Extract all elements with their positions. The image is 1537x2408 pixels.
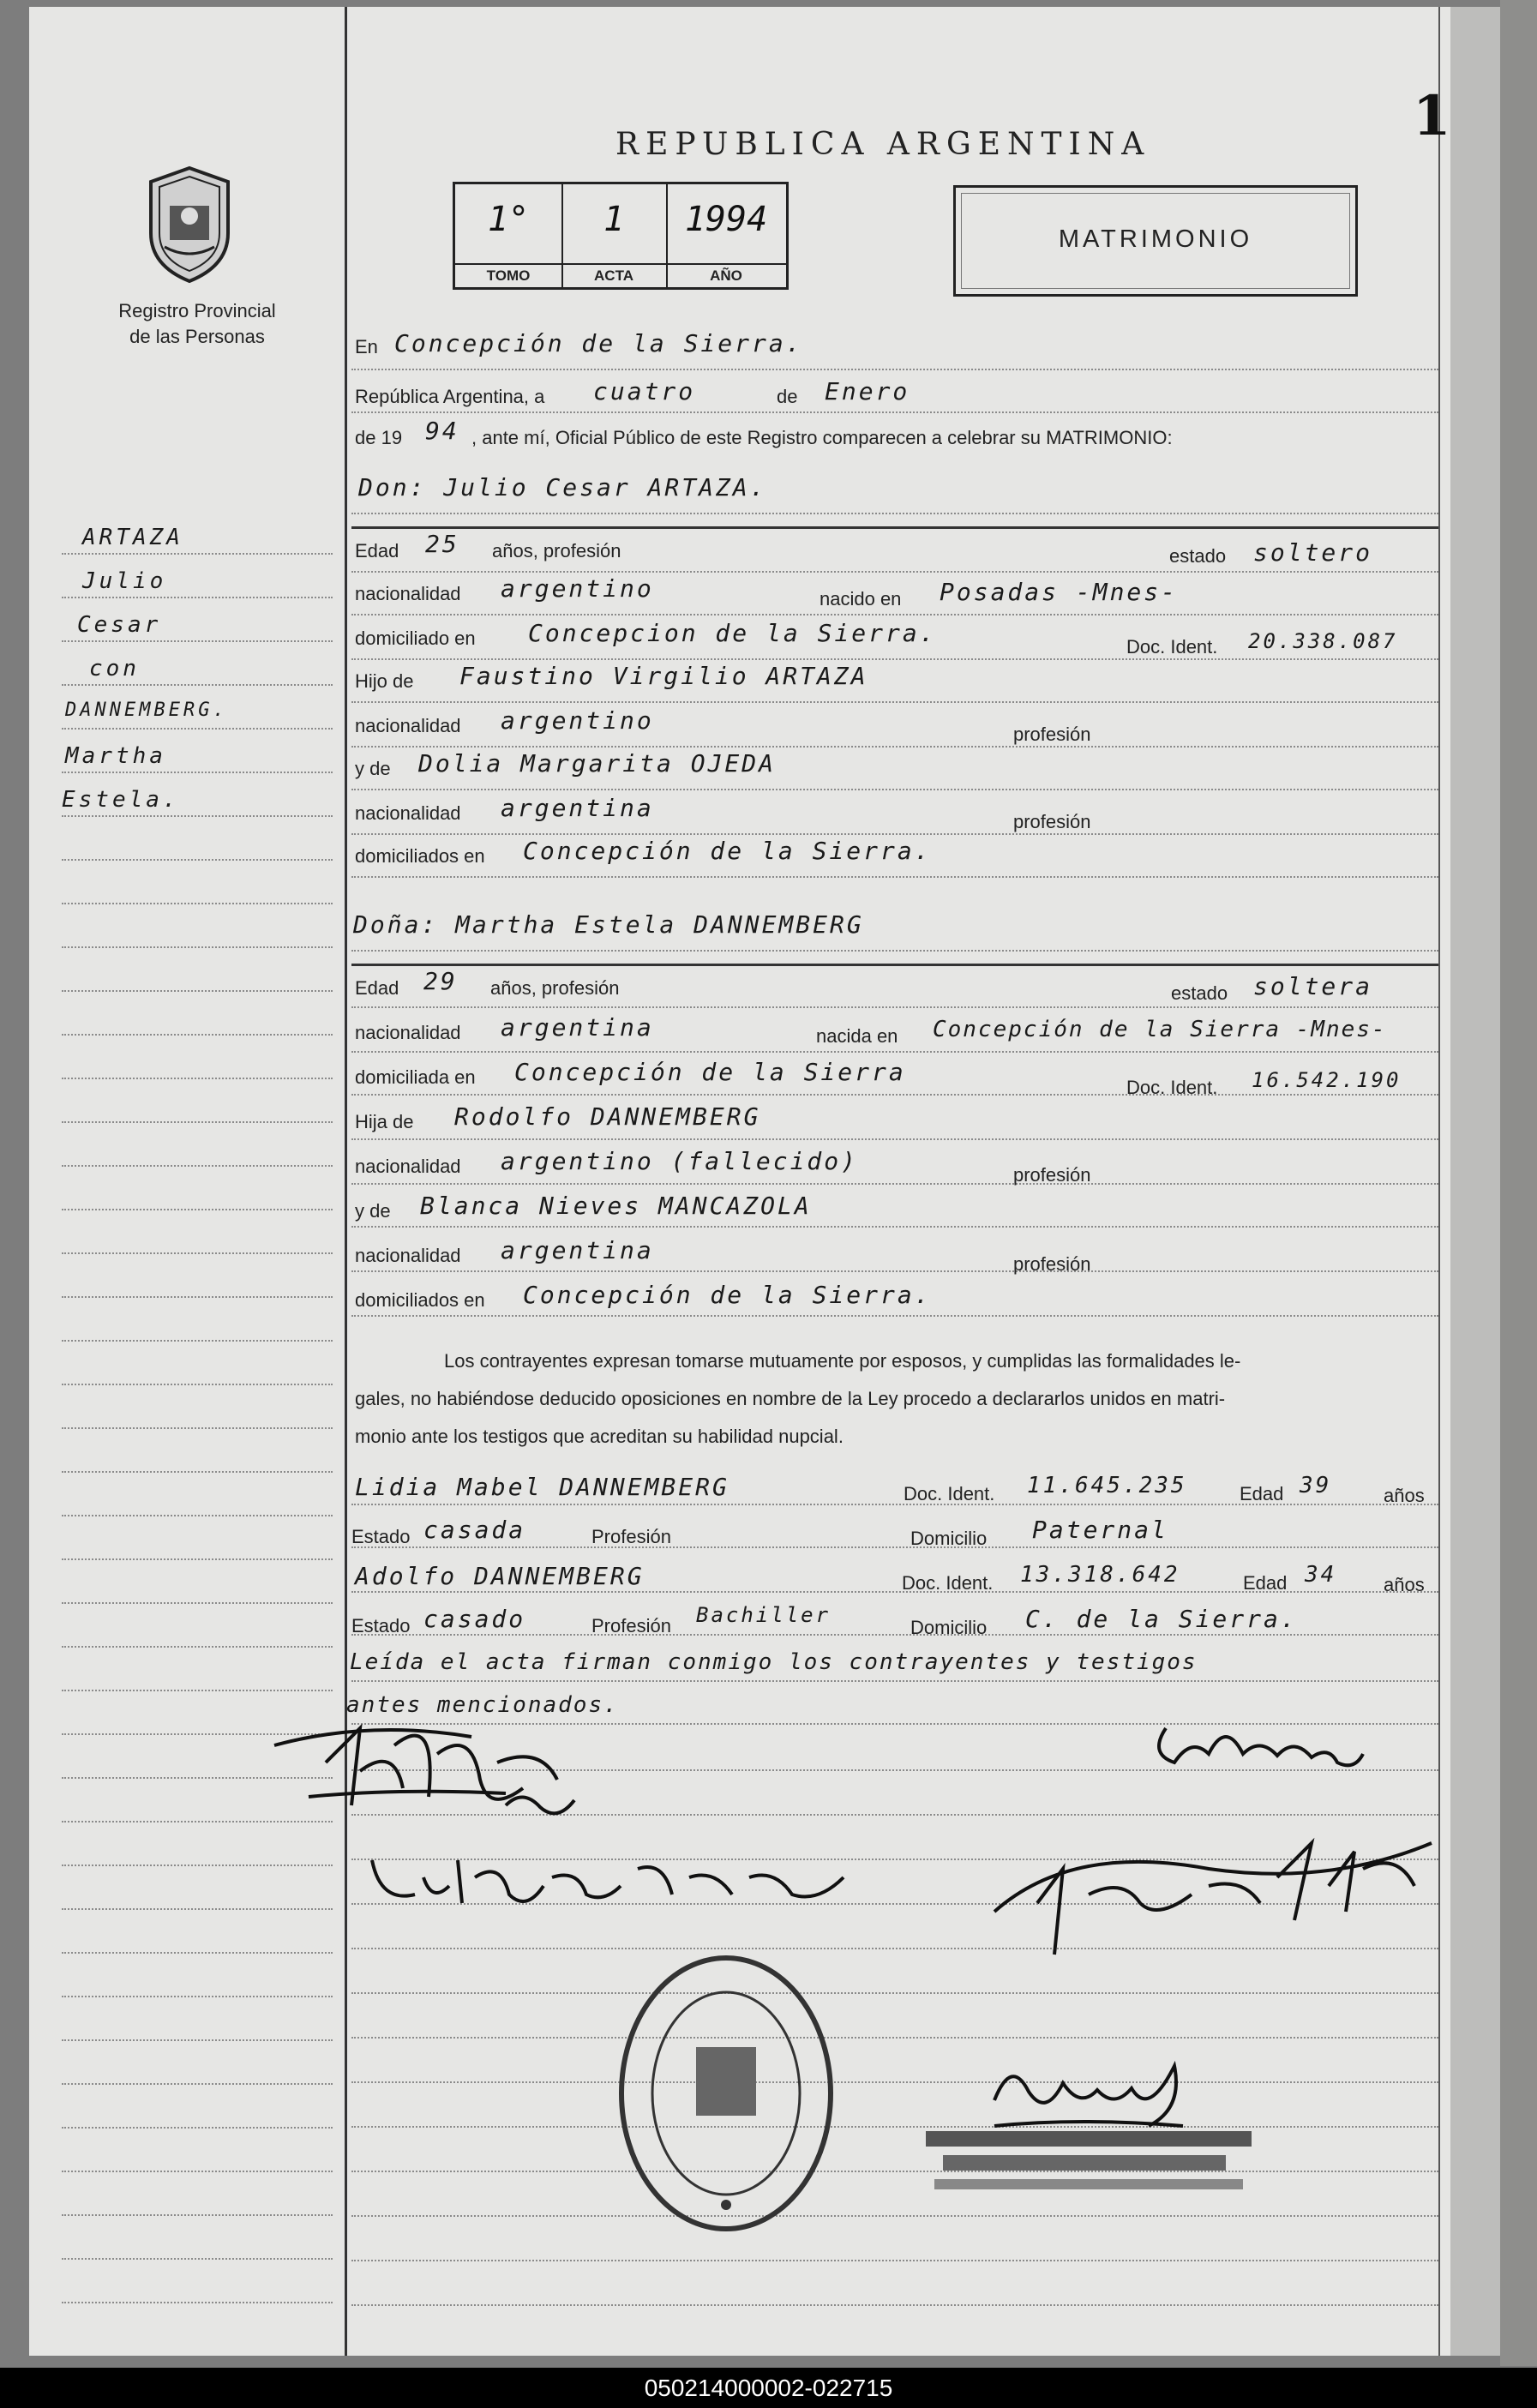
margin-note: Estela. — [62, 787, 180, 813]
bride-parents-domicilio: Concepción de la Sierra. — [523, 1281, 932, 1309]
day-value: cuatro — [593, 377, 696, 405]
label: años — [1384, 1485, 1425, 1506]
declaration-line: monio ante los testigos que acreditan su habilidad nupcial. — [355, 1426, 844, 1447]
closing-line: Leída el acta firman conmigo los contrayentes y testigos — [350, 1649, 1198, 1675]
label: Doc. Ident. — [904, 1483, 995, 1504]
label-year-prefix: de 19 — [355, 427, 403, 448]
witness-estado: casada — [423, 1516, 526, 1544]
tomo-value: 1° — [487, 200, 530, 239]
label: profesión — [1013, 1164, 1091, 1186]
label: domiciliado en — [355, 628, 476, 649]
bride-nacionalidad: argentina — [501, 1013, 654, 1042]
label: Edad — [1240, 1483, 1284, 1504]
declaration-line: gales, no habiéndose deducido oposiciones en nombre de la Ley procedo a declararlos unidos en matri- — [355, 1388, 1226, 1409]
signature-groom — [266, 1711, 609, 1831]
groom-birthplace: Posadas -Mnes- — [940, 578, 1179, 606]
signature-witness-1 — [363, 1843, 878, 1920]
label-republica: República Argentina, a — [355, 386, 545, 407]
groom-father: Faustino Virgilio ARTAZA — [459, 662, 868, 690]
acta-cell — [561, 184, 668, 287]
label: Estado — [351, 1526, 411, 1547]
province-emblem-icon — [142, 165, 237, 285]
label: y de — [355, 758, 391, 779]
label: Edad — [355, 977, 399, 999]
label: domiciliada en — [355, 1066, 476, 1088]
ano-label: AÑO — [666, 263, 786, 287]
bride-domicilio: Concepción de la Sierra — [514, 1058, 906, 1086]
witness-doc: 13.318.642 — [1020, 1562, 1180, 1588]
label: Doc. Ident. — [1126, 636, 1218, 658]
label: Domicilio — [910, 1617, 988, 1638]
binding-edge — [1500, 0, 1537, 2366]
month-value: Enero — [825, 377, 910, 405]
official-seal-icon — [610, 1948, 842, 2239]
label: Hijo de — [355, 670, 414, 692]
witness-profesion: Bachiller — [696, 1603, 832, 1627]
margin-rule — [345, 7, 347, 2356]
bride-father-nacionalidad: argentino (fallecido) — [501, 1147, 859, 1175]
record-type-box — [953, 185, 1358, 297]
margin-note: con — [89, 656, 140, 682]
page-title: REPUBLICA ARGENTINA — [615, 127, 1151, 162]
label: Hija de — [355, 1111, 414, 1132]
groom-domicilio: Concepcion de la Sierra. — [528, 619, 937, 647]
label: nacionalidad — [355, 583, 461, 604]
record-number-box — [453, 182, 789, 290]
margin-note: Julio — [82, 568, 167, 594]
witness-domicilio: Paternal — [1032, 1516, 1168, 1544]
bride-birthplace: Concepción de la Sierra -Mnes- — [933, 1017, 1387, 1042]
official-name-stamp-icon — [917, 2126, 1260, 2203]
label: años — [1384, 1574, 1425, 1595]
margin-note: ARTAZA — [82, 525, 183, 550]
declaration-line: Los contrayentes expresan tomarse mutuamente por esposos, y cumplidas las formalidades le- — [444, 1350, 1241, 1372]
witness-domicilio: C. de la Sierra. — [1025, 1605, 1298, 1633]
closing-line: antes mencionados. — [346, 1692, 619, 1718]
groom-parents-domicilio: Concepción de la Sierra. — [523, 837, 932, 865]
witness-estado: casado — [423, 1605, 526, 1633]
right-rule — [1438, 7, 1440, 2356]
signature-bride — [1140, 1702, 1380, 1780]
bride-mother-nacionalidad: argentina — [501, 1236, 654, 1264]
label-de: de — [777, 386, 798, 407]
bride-doc: 16.542.190 — [1252, 1068, 1402, 1092]
groom-nacionalidad: argentino — [501, 574, 654, 603]
groom-mother-nacionalidad: argentina — [501, 794, 654, 822]
label-en: En — [355, 336, 378, 357]
label: Profesión — [591, 1615, 671, 1636]
acta-value: 1 — [603, 200, 625, 239]
label: domiciliados en — [355, 1289, 485, 1311]
margin-note: DANNEMBERG. — [65, 700, 228, 721]
label: Edad — [1243, 1572, 1288, 1594]
registry-name-line1: Registro Provincial — [118, 300, 276, 321]
record-type-label: MATRIMONIO — [1058, 225, 1253, 253]
label: nacido en — [820, 588, 902, 610]
groom-mother: Dolia Margarita OJEDA — [418, 749, 777, 778]
groom-name: Don: Julio Cesar ARTAZA. — [358, 473, 767, 501]
label: profesión — [1013, 811, 1091, 832]
margin-note: Cesar — [77, 612, 162, 638]
tomo-cell — [455, 184, 563, 287]
ano-value: 1994 — [684, 200, 768, 239]
label: Domicilio — [910, 1528, 988, 1549]
label: profesión — [1013, 724, 1091, 745]
groom-doc: 20.338.087 — [1248, 629, 1398, 653]
label: nacionalidad — [355, 1156, 461, 1177]
scan-id-label: 050214000002-022715 — [644, 2375, 893, 2401]
year-value: 94 — [425, 417, 459, 445]
witness-doc: 11.645.235 — [1027, 1473, 1187, 1498]
witness-name: Lidia Mabel DANNEMBERG — [355, 1473, 729, 1501]
label: Doc. Ident. — [1126, 1077, 1218, 1098]
paper-edge — [1450, 7, 1500, 2356]
label: Profesión — [591, 1526, 671, 1547]
witness-age: 39 — [1300, 1473, 1332, 1498]
groom-age: 25 — [425, 530, 459, 558]
page-number: 1 — [1413, 84, 1451, 148]
label: domiciliados en — [355, 845, 485, 867]
signature-witness-2 — [986, 1826, 1449, 1963]
label: Estado — [351, 1615, 411, 1636]
label: nacionalidad — [355, 1245, 461, 1266]
label: estado — [1171, 982, 1228, 1004]
label: nacionalidad — [355, 1022, 461, 1043]
label: nacida en — [816, 1025, 898, 1047]
tomo-label: TOMO — [455, 263, 561, 287]
label: estado — [1169, 545, 1227, 567]
witness-name: Adolfo DANNEMBERG — [355, 1562, 645, 1590]
acta-label: ACTA — [561, 263, 666, 287]
place-value: Concepción de la Sierra. — [394, 329, 803, 357]
label: Doc. Ident. — [902, 1572, 994, 1594]
witness-age: 34 — [1305, 1562, 1337, 1588]
registry-name-line2: de las Personas — [129, 326, 265, 347]
margin-note: Martha — [65, 743, 166, 769]
bride-mother: Blanca Nieves MANCAZOLA — [420, 1192, 812, 1220]
label: y de — [355, 1200, 391, 1222]
label: años, profesión — [492, 540, 621, 561]
groom-estado: soltero — [1253, 538, 1373, 567]
bride-name: Doña: Martha Estela DANNEMBERG — [353, 910, 864, 939]
label: años, profesión — [490, 977, 620, 999]
bride-age: 29 — [423, 967, 458, 995]
groom-father-nacionalidad: argentino — [501, 706, 654, 735]
bride-father: Rodolfo DANNEMBERG — [454, 1102, 761, 1131]
ano-cell — [666, 184, 786, 287]
label: Edad — [355, 540, 399, 561]
label: nacionalidad — [355, 802, 461, 824]
bride-estado: soltera — [1253, 972, 1373, 1000]
label: profesión — [1013, 1253, 1091, 1275]
scan-footer — [0, 2368, 1537, 2408]
label: nacionalidad — [355, 715, 461, 736]
label-year-rest: , ante mí, Oficial Público de este Registro comparecen a celebrar su MATRIMONIO: — [471, 427, 1173, 448]
